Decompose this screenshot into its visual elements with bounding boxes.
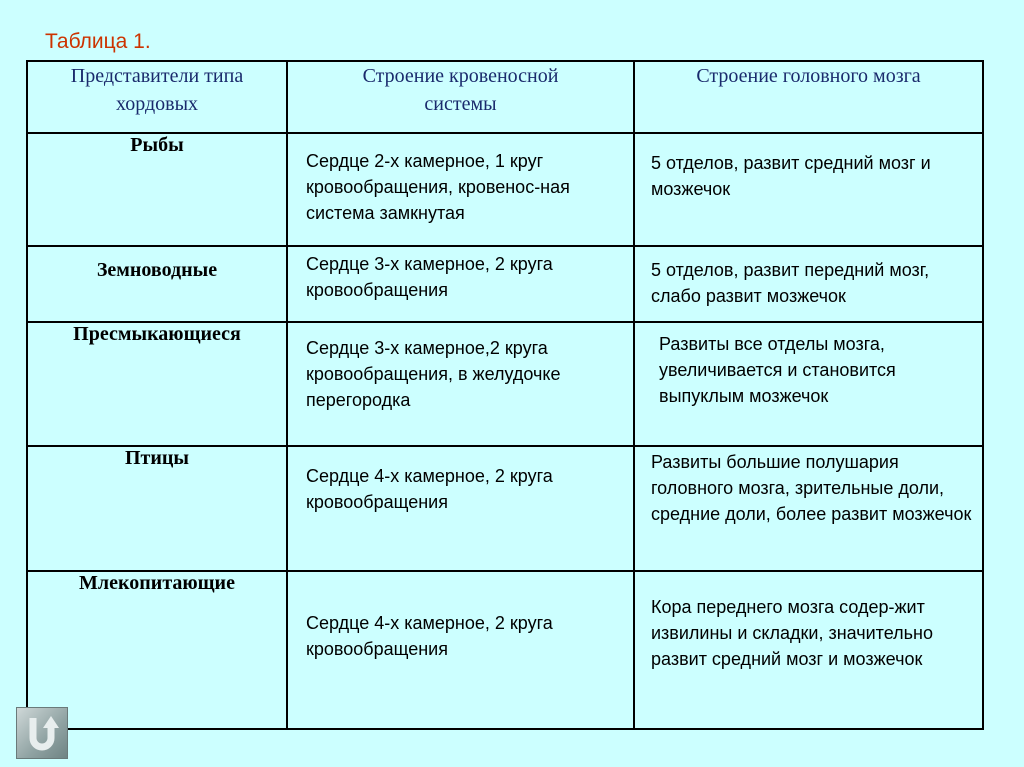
row-name: Пресмыкающиеся	[27, 322, 287, 446]
table-caption: Таблица 1.	[45, 30, 151, 53]
header-representatives: Представители типа хордовых	[27, 61, 287, 133]
table-row	[27, 246, 983, 322]
table-row	[27, 133, 983, 246]
row-brain: Кора переднего мозга содер-жит извилины и складки, значительно развит средний мозг и мозжечок	[634, 571, 983, 729]
row-name: Птицы	[27, 446, 287, 571]
row-brain: 5 отделов, развит передний мозг, слабо развит мозжечок	[634, 246, 983, 322]
chordates-table	[26, 60, 984, 730]
back-button[interactable]	[16, 707, 68, 759]
table-row	[27, 571, 983, 729]
table-header-row	[27, 61, 983, 133]
row-circulatory: Сердце 3-х камерное, 2 круга кровообращения	[287, 246, 634, 322]
row-circulatory: Сердце 4-х камерное, 2 круга кровообращения	[287, 446, 634, 571]
row-circulatory: Сердце 2-х камерное, 1 круг кровообращения, кровенос-ная система замкнутая	[287, 133, 634, 246]
row-brain: Развиты все отделы мозга, увеличивается и становится выпуклым мозжечок	[634, 322, 983, 446]
row-circulatory: Сердце 4-х камерное, 2 круга кровообращения	[287, 571, 634, 729]
row-name: Земноводные	[27, 246, 287, 322]
u-turn-back-icon	[21, 712, 63, 754]
row-name: Рыбы	[27, 133, 287, 246]
table-row	[27, 446, 983, 571]
header-circulatory: Строение кровеносной системы	[287, 61, 634, 133]
table-row	[27, 322, 983, 446]
row-circulatory: Сердце 3-х камерное,2 круга кровообращения, в желудочке перегородка	[287, 322, 634, 446]
row-brain: 5 отделов, развит средний мозг и мозжечок	[634, 133, 983, 246]
row-brain: Развиты большие полушария головного мозга, зрительные доли, средние доли, более развит мозжечок	[634, 446, 983, 571]
header-brain: Строение головного мозга	[634, 61, 983, 133]
row-name: Млекопитающие	[27, 571, 287, 729]
